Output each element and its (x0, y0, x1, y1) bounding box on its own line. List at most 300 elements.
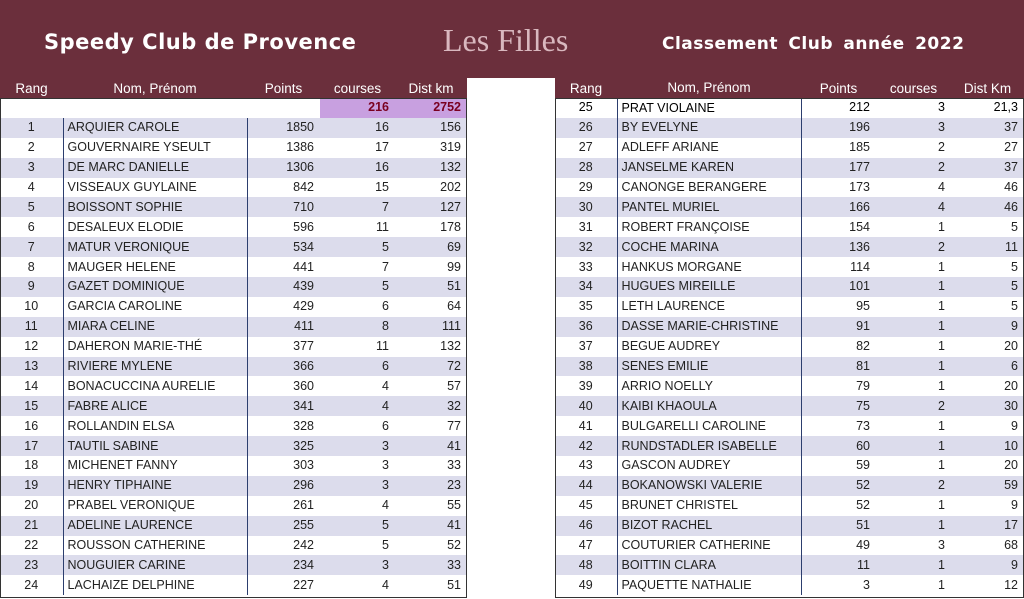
table-row (0, 436, 467, 456)
table-row (555, 396, 1024, 416)
distance-cell: 30 (951, 396, 1024, 416)
name-cell: GASCON AUDREY (617, 456, 801, 476)
table-row (0, 237, 467, 257)
name-cell: JANSELME KAREN (617, 158, 801, 178)
table-row (0, 376, 467, 396)
name-cell: BOISSONT SOPHIE (63, 197, 247, 217)
races-cell: 3 (320, 436, 395, 456)
table-row (0, 277, 467, 297)
table-row (555, 118, 1024, 138)
points-cell: 377 (247, 337, 320, 357)
distance-cell: 46 (951, 178, 1024, 198)
points-cell: 1386 (247, 138, 320, 158)
distance-cell: 5 (951, 277, 1024, 297)
points-cell: 154 (801, 217, 876, 237)
total-distance: 2752 (395, 98, 467, 118)
table-row (555, 575, 1024, 595)
races-cell: 8 (320, 317, 395, 337)
races-cell: 3 (876, 536, 951, 556)
points-cell: 212 (801, 98, 876, 118)
points-cell: 441 (247, 257, 320, 277)
points-cell: 82 (801, 337, 876, 357)
distance-cell: 64 (395, 297, 467, 317)
points-cell: 81 (801, 357, 876, 377)
name-cell: COUTURIER CATHERINE (617, 536, 801, 556)
distance-cell: 5 (951, 217, 1024, 237)
name-cell: PAQUETTE NATHALIE (617, 575, 801, 595)
rank-cell: 19 (0, 476, 63, 496)
table-row (555, 158, 1024, 178)
table-row (555, 178, 1024, 198)
col-header-rank: Rang (0, 78, 63, 98)
distance-cell: 111 (395, 317, 467, 337)
rank-cell: 1 (0, 118, 63, 138)
table-row (0, 575, 467, 595)
rank-cell: 3 (0, 158, 63, 178)
points-cell: 303 (247, 456, 320, 476)
name-cell: LACHAIZE DELPHINE (63, 575, 247, 595)
table-header-row (555, 78, 1024, 98)
rank-cell: 48 (555, 555, 617, 575)
name-cell: SENES EMILIE (617, 357, 801, 377)
table-row (0, 396, 467, 416)
name-cell: PRABEL VERONIQUE (63, 496, 247, 516)
table-row (555, 555, 1024, 575)
name-cell: BIZOT RACHEL (617, 516, 801, 536)
name-cell: TAUTIL SABINE (63, 436, 247, 456)
table-row (0, 476, 467, 496)
races-cell: 6 (320, 357, 395, 377)
rank-cell: 45 (555, 496, 617, 516)
distance-cell: 21,3 (951, 98, 1024, 118)
races-cell: 4 (320, 575, 395, 595)
name-cell: MICHENET FANNY (63, 456, 247, 476)
col-header-name: Nom, Prénom (617, 78, 801, 98)
rank-cell: 30 (555, 197, 617, 217)
name-cell: KAIBI KHAOULA (617, 396, 801, 416)
points-cell: 101 (801, 277, 876, 297)
races-cell: 1 (876, 516, 951, 536)
distance-cell: 55 (395, 496, 467, 516)
ranking-title: Classement Club année 2022 (662, 34, 965, 54)
name-cell: BEGUE AUDREY (617, 337, 801, 357)
table-row (0, 416, 467, 436)
name-cell: FABRE ALICE (63, 396, 247, 416)
distance-cell: 77 (395, 416, 467, 436)
distance-cell: 178 (395, 217, 467, 237)
table-row (555, 516, 1024, 536)
distance-cell: 57 (395, 376, 467, 396)
category-title: Les Filles (443, 22, 569, 58)
distance-cell: 46 (951, 197, 1024, 217)
table-row (0, 337, 467, 357)
rank-cell: 41 (555, 416, 617, 436)
table-row (555, 476, 1024, 496)
races-cell: 1 (876, 376, 951, 396)
name-cell: DASSE MARIE-CHRISTINE (617, 317, 801, 337)
distance-cell: 20 (951, 337, 1024, 357)
table-row (0, 536, 467, 556)
table-row (0, 456, 467, 476)
races-cell: 1 (876, 277, 951, 297)
points-cell: 341 (247, 396, 320, 416)
distance-cell: 72 (395, 357, 467, 377)
races-cell: 5 (320, 277, 395, 297)
races-cell: 7 (320, 257, 395, 277)
races-cell: 4 (320, 496, 395, 516)
distance-cell: 6 (951, 357, 1024, 377)
points-cell: 95 (801, 297, 876, 317)
races-cell: 3 (876, 118, 951, 138)
points-cell: 710 (247, 197, 320, 217)
table-row (555, 317, 1024, 337)
rank-cell: 24 (0, 575, 63, 595)
rank-cell: 12 (0, 337, 63, 357)
distance-cell: 32 (395, 396, 467, 416)
points-cell: 173 (801, 178, 876, 198)
name-cell: BOITTIN CLARA (617, 555, 801, 575)
rank-cell: 15 (0, 396, 63, 416)
points-cell: 261 (247, 496, 320, 516)
name-cell: DESALEUX ELODIE (63, 217, 247, 237)
points-cell: 360 (247, 376, 320, 396)
distance-cell: 9 (951, 496, 1024, 516)
table-row (0, 516, 467, 536)
rank-cell: 22 (0, 536, 63, 556)
distance-cell: 9 (951, 555, 1024, 575)
name-cell: HENRY TIPHAINE (63, 476, 247, 496)
rank-cell: 46 (555, 516, 617, 536)
rank-cell: 44 (555, 476, 617, 496)
total-races: 216 (320, 98, 395, 118)
races-cell: 7 (320, 197, 395, 217)
ranking-table-left (0, 78, 468, 595)
title-banner (0, 0, 1024, 78)
rank-cell: 34 (555, 277, 617, 297)
table-row (555, 376, 1024, 396)
points-cell: 328 (247, 416, 320, 436)
rank-cell: 42 (555, 436, 617, 456)
rank-cell: 21 (0, 516, 63, 536)
table-row (555, 436, 1024, 456)
races-cell: 1 (876, 297, 951, 317)
points-cell: 185 (801, 138, 876, 158)
table-row (0, 158, 467, 178)
table-row (555, 456, 1024, 476)
distance-cell: 41 (395, 516, 467, 536)
table-row (0, 178, 467, 198)
races-cell: 3 (320, 476, 395, 496)
name-cell: BOKANOWSKI VALERIE (617, 476, 801, 496)
name-cell: MIARA CELINE (63, 317, 247, 337)
distance-cell: 37 (951, 158, 1024, 178)
distance-cell: 51 (395, 277, 467, 297)
table-row (0, 357, 467, 377)
points-cell: 534 (247, 237, 320, 257)
totals-row (0, 98, 467, 118)
distance-cell: 99 (395, 257, 467, 277)
name-cell: MATUR VERONIQUE (63, 237, 247, 257)
col-header-name: Nom, Prénom (63, 78, 247, 98)
distance-cell: 68 (951, 536, 1024, 556)
races-cell: 6 (320, 297, 395, 317)
rank-cell: 2 (0, 138, 63, 158)
col-header-points: Points (801, 78, 876, 98)
points-cell: 366 (247, 357, 320, 377)
name-cell: GOUVERNAIRE YSEULT (63, 138, 247, 158)
rank-cell: 16 (0, 416, 63, 436)
name-cell: RUNDSTADLER ISABELLE (617, 436, 801, 456)
distance-cell: 33 (395, 555, 467, 575)
name-cell: DAHERON MARIE-THÉ (63, 337, 247, 357)
points-cell: 842 (247, 178, 320, 198)
name-cell: CANONGE BERANGERE (617, 178, 801, 198)
rank-cell: 13 (0, 357, 63, 377)
points-cell: 60 (801, 436, 876, 456)
races-cell: 3 (320, 555, 395, 575)
races-cell: 2 (876, 476, 951, 496)
points-cell: 596 (247, 217, 320, 237)
points-cell: 429 (247, 297, 320, 317)
rank-cell: 7 (0, 237, 63, 257)
distance-cell: 5 (951, 257, 1024, 277)
races-cell: 1 (876, 337, 951, 357)
rank-cell: 40 (555, 396, 617, 416)
races-cell: 5 (320, 516, 395, 536)
rank-cell: 31 (555, 217, 617, 237)
name-cell: HUGUES MIREILLE (617, 277, 801, 297)
races-cell: 4 (320, 376, 395, 396)
rank-cell: 14 (0, 376, 63, 396)
races-cell: 15 (320, 178, 395, 198)
table-row (555, 237, 1024, 257)
rank-cell: 39 (555, 376, 617, 396)
distance-cell: 59 (951, 476, 1024, 496)
name-cell: HANKUS MORGANE (617, 257, 801, 277)
points-cell: 1850 (247, 118, 320, 138)
rank-cell: 11 (0, 317, 63, 337)
races-cell: 1 (876, 217, 951, 237)
points-cell: 11 (801, 555, 876, 575)
rank-cell: 10 (0, 297, 63, 317)
name-cell: ROUSSON CATHERINE (63, 536, 247, 556)
name-cell: ADELINE LAURENCE (63, 516, 247, 536)
rank-cell: 43 (555, 456, 617, 476)
table-row (0, 138, 467, 158)
points-cell: 227 (247, 575, 320, 595)
name-cell: ROLLANDIN ELSA (63, 416, 247, 436)
table-row (0, 496, 467, 516)
table-row (0, 118, 467, 138)
name-cell: BULGARELLI CAROLINE (617, 416, 801, 436)
distance-cell: 5 (951, 297, 1024, 317)
races-cell: 1 (876, 416, 951, 436)
distance-cell: 33 (395, 456, 467, 476)
races-cell: 6 (320, 416, 395, 436)
points-cell: 114 (801, 257, 876, 277)
distance-cell: 20 (951, 376, 1024, 396)
points-cell: 255 (247, 516, 320, 536)
points-cell: 49 (801, 536, 876, 556)
table-row (0, 555, 467, 575)
distance-cell: 9 (951, 416, 1024, 436)
rank-cell: 37 (555, 337, 617, 357)
points-cell: 52 (801, 496, 876, 516)
distance-cell: 132 (395, 158, 467, 178)
table-row (0, 257, 467, 277)
distance-cell: 11 (951, 237, 1024, 257)
club-name: Speedy Club de Provence (44, 30, 357, 54)
rank-cell: 33 (555, 257, 617, 277)
distance-cell: 9 (951, 317, 1024, 337)
races-cell: 16 (320, 158, 395, 178)
races-cell: 1 (876, 436, 951, 456)
points-cell: 439 (247, 277, 320, 297)
name-cell: RIVIERE MYLENE (63, 357, 247, 377)
col-header-races: courses (876, 78, 951, 98)
rank-cell: 27 (555, 138, 617, 158)
races-cell: 11 (320, 217, 395, 237)
rank-cell: 28 (555, 158, 617, 178)
points-cell: 1306 (247, 158, 320, 178)
rank-cell: 25 (555, 98, 617, 118)
points-cell: 91 (801, 317, 876, 337)
name-cell: GARCIA CAROLINE (63, 297, 247, 317)
points-cell: 166 (801, 197, 876, 217)
points-cell: 51 (801, 516, 876, 536)
table-row (0, 217, 467, 237)
table-header-row (0, 78, 467, 98)
name-cell: DE MARC DANIELLE (63, 158, 247, 178)
rank-cell: 32 (555, 237, 617, 257)
races-cell: 4 (876, 178, 951, 198)
table-row (555, 357, 1024, 377)
points-cell: 52 (801, 476, 876, 496)
rank-cell: 38 (555, 357, 617, 377)
races-cell: 1 (876, 257, 951, 277)
rank-cell: 8 (0, 257, 63, 277)
races-cell: 4 (876, 197, 951, 217)
points-cell: 136 (801, 237, 876, 257)
name-cell: COCHE MARINA (617, 237, 801, 257)
name-cell: ADLEFF ARIANE (617, 138, 801, 158)
name-cell: NOUGUIER CARINE (63, 555, 247, 575)
rank-cell: 6 (0, 217, 63, 237)
distance-cell: 17 (951, 516, 1024, 536)
table-row (555, 217, 1024, 237)
points-cell: 79 (801, 376, 876, 396)
races-cell: 4 (320, 396, 395, 416)
points-cell: 75 (801, 396, 876, 416)
name-cell: VISSEAUX GUYLAINE (63, 178, 247, 198)
name-cell: ARRIO NOELLY (617, 376, 801, 396)
races-cell: 1 (876, 496, 951, 516)
distance-cell: 10 (951, 436, 1024, 456)
rank-cell: 20 (0, 496, 63, 516)
table-row (555, 416, 1024, 436)
rank-cell: 4 (0, 178, 63, 198)
races-cell: 1 (876, 555, 951, 575)
distance-cell: 52 (395, 536, 467, 556)
distance-cell: 132 (395, 337, 467, 357)
points-cell: 234 (247, 555, 320, 575)
col-header-rank: Rang (555, 78, 617, 98)
table-row (555, 257, 1024, 277)
name-cell: PRAT VIOLAINE (617, 98, 801, 118)
distance-cell: 37 (951, 118, 1024, 138)
points-cell: 411 (247, 317, 320, 337)
rank-cell: 5 (0, 197, 63, 217)
distance-cell: 202 (395, 178, 467, 198)
distance-cell: 12 (951, 575, 1024, 595)
name-cell: BY EVELYNE (617, 118, 801, 138)
rank-cell: 35 (555, 297, 617, 317)
points-cell: 242 (247, 536, 320, 556)
distance-cell: 41 (395, 436, 467, 456)
races-cell: 1 (876, 575, 951, 595)
rank-cell: 9 (0, 277, 63, 297)
name-cell: MAUGER HELENE (63, 257, 247, 277)
races-cell: 1 (876, 317, 951, 337)
distance-cell: 69 (395, 237, 467, 257)
distance-cell: 319 (395, 138, 467, 158)
races-cell: 2 (876, 237, 951, 257)
rank-cell: 23 (0, 555, 63, 575)
races-cell: 17 (320, 138, 395, 158)
table-row (555, 297, 1024, 317)
name-cell: LETH LAURENCE (617, 297, 801, 317)
table-row (0, 317, 467, 337)
races-cell: 16 (320, 118, 395, 138)
name-cell: BONACUCCINA AURELIE (63, 376, 247, 396)
races-cell: 2 (876, 396, 951, 416)
points-cell: 3 (801, 575, 876, 595)
races-cell: 1 (876, 456, 951, 476)
distance-cell: 156 (395, 118, 467, 138)
points-cell: 59 (801, 456, 876, 476)
rank-cell: 18 (0, 456, 63, 476)
distance-cell: 51 (395, 575, 467, 595)
points-cell: 73 (801, 416, 876, 436)
rank-cell: 26 (555, 118, 617, 138)
races-cell: 2 (876, 138, 951, 158)
distance-cell: 23 (395, 476, 467, 496)
rank-cell: 49 (555, 575, 617, 595)
points-cell: 325 (247, 436, 320, 456)
table-row (0, 297, 467, 317)
races-cell: 3 (876, 98, 951, 118)
table-row (555, 337, 1024, 357)
ranking-table-right (555, 78, 1024, 595)
distance-cell: 127 (395, 197, 467, 217)
col-header-distance: Dist Km (951, 78, 1024, 98)
races-cell: 3 (320, 456, 395, 476)
races-cell: 5 (320, 536, 395, 556)
name-cell: BRUNET CHRISTEL (617, 496, 801, 516)
races-cell: 1 (876, 357, 951, 377)
table-row (555, 197, 1024, 217)
col-header-points: Points (247, 78, 320, 98)
points-cell: 196 (801, 118, 876, 138)
races-cell: 2 (876, 158, 951, 178)
name-cell: ARQUIER CAROLE (63, 118, 247, 138)
name-cell: PANTEL MURIEL (617, 197, 801, 217)
distance-cell: 27 (951, 138, 1024, 158)
races-cell: 5 (320, 237, 395, 257)
rank-cell: 36 (555, 317, 617, 337)
points-cell: 296 (247, 476, 320, 496)
table-row (555, 277, 1024, 297)
